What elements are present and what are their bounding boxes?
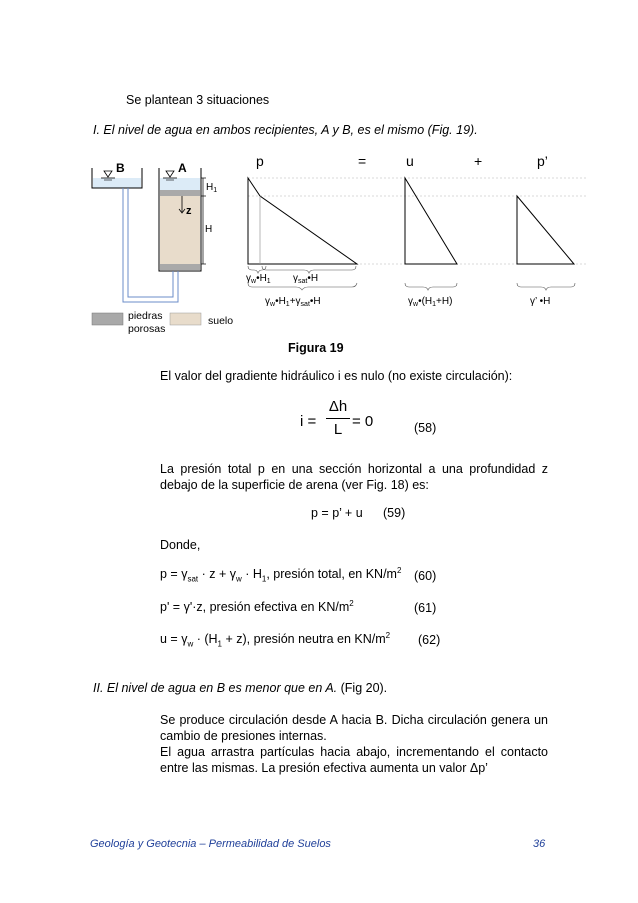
stone-bottom <box>160 264 200 270</box>
header-p: p <box>256 153 264 169</box>
equation-59: p = p’ + u <box>311 506 363 520</box>
eq58-numerator: Δh <box>328 398 348 415</box>
stone-top <box>160 190 200 196</box>
legend-stones-label: piedras <box>128 310 163 322</box>
legend-soil-label: suelo <box>208 315 234 327</box>
eq61-number: (61) <box>414 601 437 615</box>
figure-19 <box>88 148 593 356</box>
label-z: z <box>186 205 192 217</box>
header-equals: = <box>358 153 367 169</box>
label-B: B <box>116 161 125 175</box>
label-gsat-H: $\gamma_{sat}•H$ <box>293 273 319 285</box>
footer-title: Geología y Geotecnia – Permeabilidad de Suelos <box>90 838 331 850</box>
eq58-rhs: = 0 <box>352 413 374 430</box>
section-2-paragraph-1: Se produce circulación desde A hacia B. Dicha circulación genera un cambio de presiones internas. <box>160 713 548 743</box>
equation-58 <box>300 398 500 442</box>
eq58-number: (58) <box>414 421 437 435</box>
p-prime-diagram <box>517 196 574 264</box>
label-gw-H1: $\gamma_w•H_1$ <box>246 273 271 285</box>
pressure-paragraph: La presión total p en una sección horizontal a una profundidad z debajo de la superficie de arena (ver Fig. 18) es: <box>160 462 548 492</box>
label-u-pressure: $\gamma_w•(H_1+H)$ <box>408 296 453 308</box>
header-u: u <box>406 153 414 169</box>
eq58-lhs: i = <box>300 413 317 430</box>
label-H1: $H_1$ <box>206 182 218 194</box>
u-diagram <box>405 178 457 264</box>
legend-soil-swatch <box>170 313 201 325</box>
section-2-heading: II. El nivel de agua en B es menor que en A. (Fig 20). <box>93 681 388 695</box>
equation-61: p' = γ'·z, presión efectiva en $KN/m^2$ <box>160 599 354 615</box>
eq58-denominator: L <box>333 421 343 438</box>
water-B <box>93 178 141 188</box>
soil-sample <box>160 196 200 264</box>
equation-62: $u = \gamma_w \cdot (H_1 + z)$, presión neutra en $KN/m^2$ <box>160 631 391 649</box>
eq60-number: (60) <box>414 569 437 583</box>
page-number: 36 <box>533 838 546 850</box>
label-total-pressure: $\gamma_w•H_1+\gamma_{sat}•H$ <box>265 296 321 308</box>
legend-stones-label-2: porosas <box>128 323 166 335</box>
water-level-marker-A <box>166 171 174 177</box>
header-p-prime: p’ <box>537 153 548 169</box>
intro-text: Se plantean 3 situaciones <box>126 93 270 107</box>
gradient-text: El valor del gradiente hidráulico i es nulo (no existe circulación): <box>160 369 513 383</box>
p-diagram <box>248 178 357 264</box>
eq62-number: (62) <box>418 633 441 647</box>
eq58-fraction-bar <box>326 418 350 419</box>
water-level-marker-B <box>104 171 112 177</box>
section-1-heading: I. El nivel de agua en ambos recipientes, A y B, es el mismo (Fig. 19). <box>93 123 478 137</box>
section-2-paragraph-2: El agua arrastra partículas hacia abajo, incrementando el contacto entre las mismas. La presión efectiva aumenta un valor Δp’ <box>160 745 548 775</box>
label-H: H <box>205 224 213 235</box>
header-plus: + <box>474 153 483 169</box>
label-p-prime-pressure: γ’ •H <box>530 296 551 307</box>
figure-caption: Figura 19 <box>288 341 344 355</box>
eq59-number: (59) <box>383 506 406 520</box>
equation-60: $p = \gamma_{sat} \cdot z + \gamma_w \cdot H_1$, presión total, en $KN/m^2$ <box>160 566 402 584</box>
label-A: A <box>178 161 187 175</box>
legend-stone-swatch <box>92 313 123 325</box>
donde-text: Donde, <box>160 538 201 552</box>
